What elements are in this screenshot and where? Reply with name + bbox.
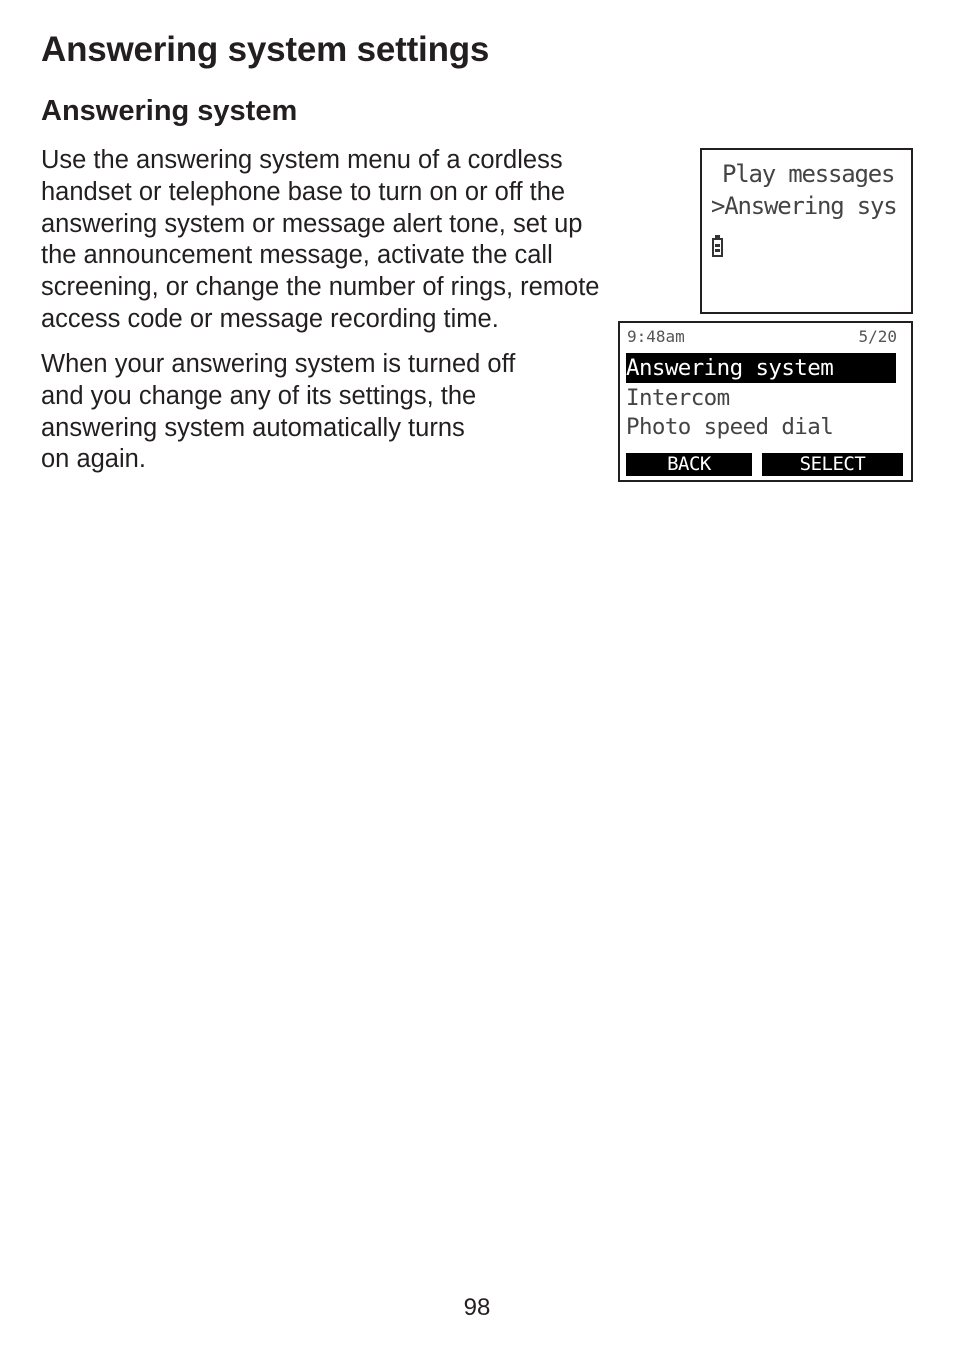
base-lcd-screen: [700, 148, 913, 314]
lcd-page-indicator: 5/20: [858, 327, 897, 346]
lcd-menu-line: Play messages: [722, 160, 895, 188]
text-line: answering system automatically turns: [41, 413, 465, 442]
text-line: and you change any of its settings, the: [41, 381, 477, 410]
page-number: 98: [463, 1294, 491, 1321]
text-line: screening, or change the number of rings, remote: [41, 273, 600, 302]
lcd-menu-line-selected: >Answering sys: [711, 192, 897, 220]
menu-item-intercom[interactable]: Intercom: [626, 385, 730, 411]
text-line: Use the answering system menu of a cordless: [41, 146, 563, 174]
text-line: When your answering system is turned off: [41, 350, 516, 378]
text-line: answering system or message alert tone, set up: [41, 209, 583, 238]
text-line: access code or message recording time.: [41, 304, 499, 333]
page-title: Answering system settings: [41, 30, 490, 69]
text-line: handset or telephone base to turn on or off the: [41, 177, 566, 206]
menu-item-photo-speed-dial[interactable]: Photo speed dial: [626, 414, 834, 440]
handset-lcd-screen: [618, 321, 913, 482]
back-softkey[interactable]: BACK: [626, 453, 752, 476]
section-heading: Answering system: [41, 95, 298, 127]
text-line: on again.: [41, 445, 146, 474]
lcd-time: 9:48am: [627, 327, 685, 346]
menu-item-answering-system[interactable]: Answering system: [626, 353, 896, 383]
note-paragraph: [41, 349, 515, 476]
text-line: the announcement message, activate the call: [41, 241, 553, 270]
battery-icon: [712, 238, 723, 257]
intro-paragraph: [41, 145, 599, 336]
select-softkey[interactable]: SELECT: [762, 453, 903, 476]
